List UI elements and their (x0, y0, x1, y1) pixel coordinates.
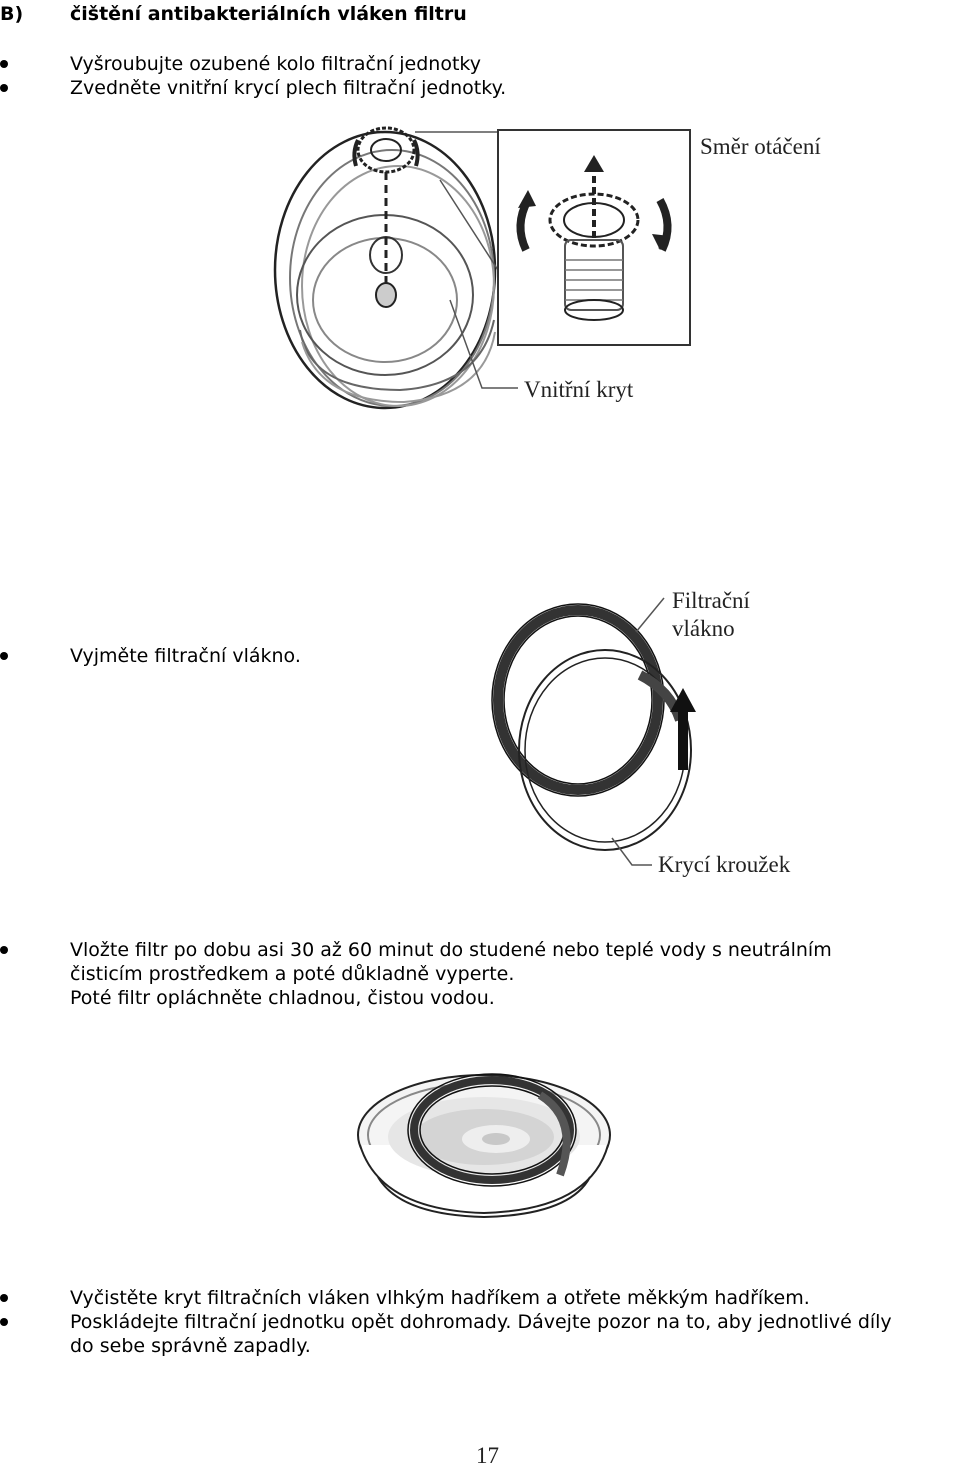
step-reassemble-line2: do sebe správně zapadly. (70, 1335, 311, 1357)
step-soak-line1: Vložte filtr po dobu asi 30 až 60 minut do studené nebo teplé vody s neutrálním (70, 939, 832, 961)
bullet-icon (0, 1294, 8, 1302)
filter-unit-illustration (0, 110, 960, 530)
step-remove-filter: Vyjměte filtrační vlákno. (70, 645, 301, 667)
section-marker: B) (0, 3, 24, 25)
label-inner-cover: Vnitřní kryt (524, 377, 634, 402)
step-soak-line3: Poté filtr opláchněte chladnou, čistou vodou. (70, 987, 495, 1009)
step-clean-cover: Vyčistěte kryt filtračních vláken vlhkým hadříkem a otřete měkkým hadříkem. (70, 1287, 810, 1309)
step-soak-line2: čisticím prostředkem a poté důkladně vyperte. (70, 963, 515, 985)
bullet-icon (0, 60, 8, 68)
list-item: Vyšroubujte ozubené kolo filtrační jednotky (70, 53, 481, 75)
page-number: 17 (476, 1443, 499, 1468)
wash-bowl-illustration (0, 1065, 960, 1225)
filter-fiber-illustration (0, 580, 960, 880)
label-rotation: Směr otáčení (700, 134, 821, 159)
bullet-icon (0, 84, 8, 92)
list-item: Zvedněte vnitřní krycí plech filtrační jednotky. (70, 77, 507, 99)
label-filter-line2: vlákno (672, 616, 735, 641)
label-filter-line1: Filtrační (672, 588, 750, 613)
bullet-icon (0, 946, 8, 954)
bullet-icon (0, 1318, 8, 1326)
label-cover-ring: Krycí kroužek (658, 852, 791, 877)
section-title: čištění antibakteriálních vláken filtru (70, 3, 467, 25)
step-reassemble-line1: Poskládejte filtrační jednotku opět dohromady. Dávejte pozor na to, aby jednotlivé díly (70, 1311, 892, 1333)
